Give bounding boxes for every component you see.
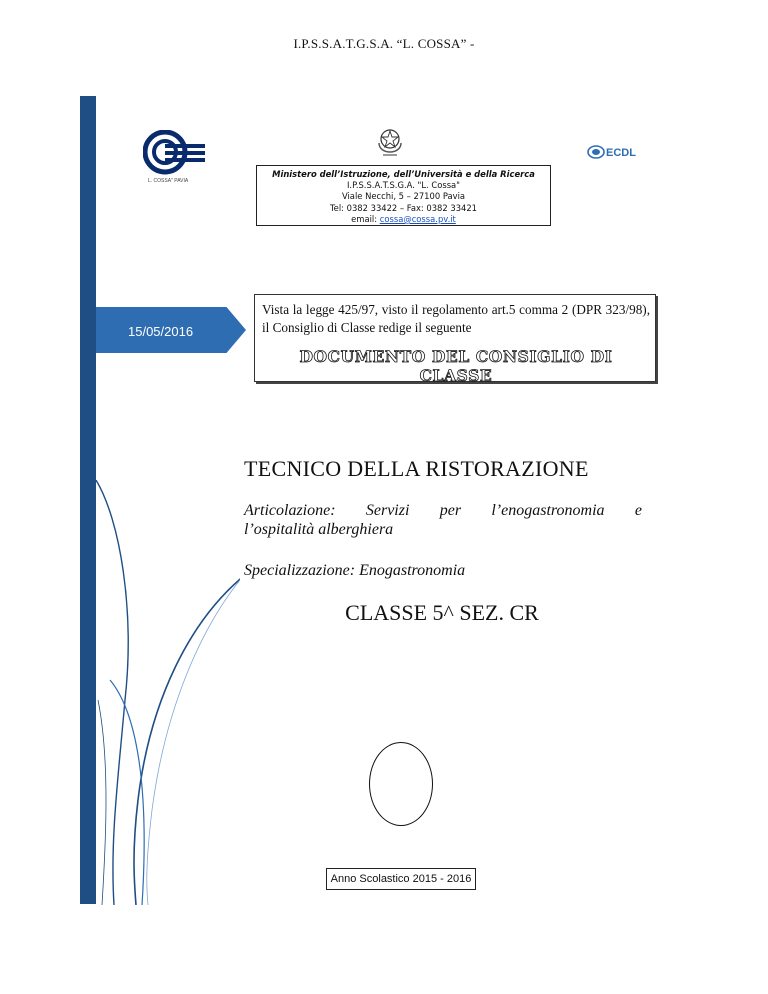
articolazione-word: Servizi — [365, 502, 410, 519]
course-title: TECNICO DELLA RISTORAZIONE — [244, 456, 589, 481]
class-title: CLASSE 5^ SEZ. CR — [345, 600, 539, 625]
school-address: Viale Necchi, 5 – 27100 Pavia — [341, 191, 466, 202]
articolazione-word: Articolazione: — [244, 502, 336, 519]
ecdl-logo-icon — [586, 142, 648, 162]
document-title: DOCUMENTO DEL CONSIGLIO DI CLASSE — [299, 347, 613, 385]
articolazione-line-1 — [244, 501, 642, 520]
school-email-line — [257, 214, 550, 225]
decorative-curves — [80, 480, 240, 905]
email-label: email: — [351, 213, 380, 224]
ministry-info-box — [256, 165, 551, 226]
school-logo-caption: L. COSSA" PAVIA — [148, 178, 189, 184]
ecdl-logo-text: ECDL — [606, 147, 636, 159]
legal-reference-text: Vista la legge 425/97, visto il regolamento art.5 comma 2 (DPR 323/98), il Consiglio di Classe redige il seguente — [262, 302, 650, 335]
seal-circle — [369, 742, 433, 826]
school-year-box: Anno Scolastico 2015 - 2016 — [326, 868, 476, 890]
school-logo-icon — [143, 130, 207, 176]
articolazione-word: per — [439, 502, 462, 519]
ministry-name: Ministero dell’Istruzione, dell’Università e della Ricerca — [272, 169, 535, 179]
articolazione-block — [244, 501, 642, 539]
specializzazione: Specializzazione: Enogastronomia — [244, 562, 466, 579]
legal-reference-box — [254, 294, 656, 385]
school-name: I.P.S.S.A.T.S.G.A. "L. Cossa" — [346, 180, 461, 191]
school-phone-fax: Tel: 0382 33422 – Fax: 0382 33421 — [329, 202, 478, 213]
articolazione-word: l’enogastronomia — [491, 502, 605, 519]
document-date: 15/05/2016 — [128, 324, 194, 339]
articolazione-line-2: l’ospitalità alberghiera — [244, 521, 394, 538]
page-header: I.P.S.S.A.T.G.S.A. “L. COSSA” - — [293, 36, 475, 51]
email-link[interactable]: cossa@cossa.pv.it — [379, 213, 456, 224]
articolazione-word: e — [634, 502, 642, 519]
italian-republic-emblem-icon — [375, 125, 405, 161]
